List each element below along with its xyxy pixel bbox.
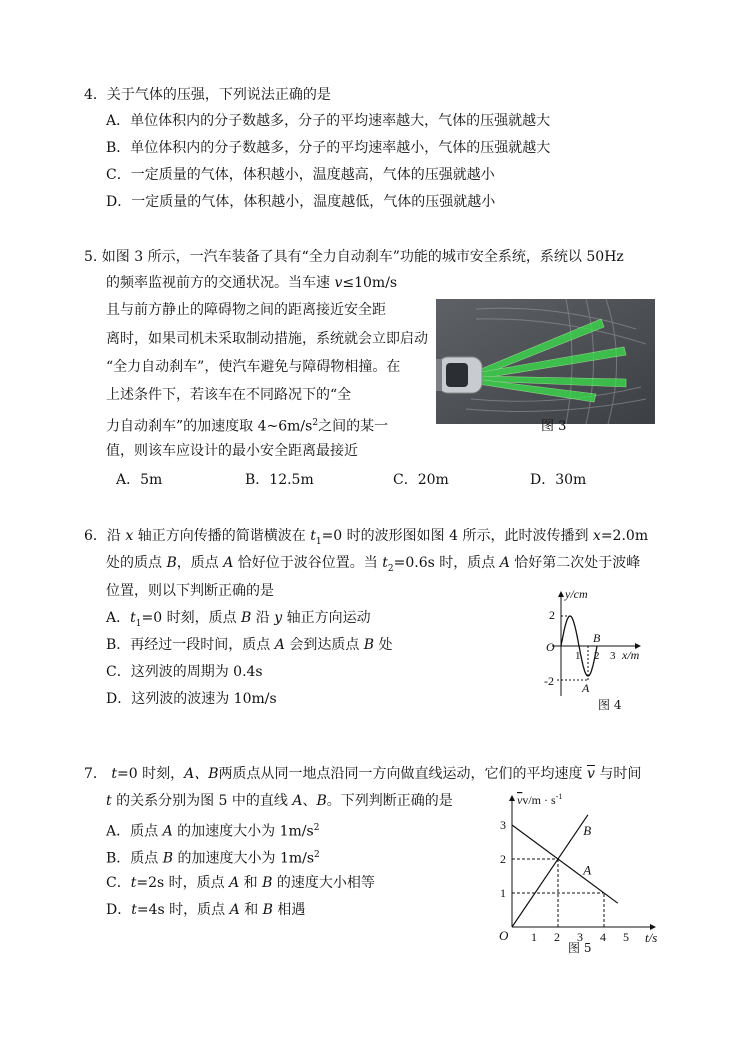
q5-line-6: 上述条件下，若该车在不同路况下的“全 [106,387,352,403]
point-b-label: B [593,631,601,645]
q5-option-d: D．30m [530,472,587,488]
line-a [512,825,618,903]
q5-line-2: 的频率监视前方的交通状况。当车速 v≤10m/s [106,275,398,291]
origin-label: O [546,640,555,654]
y-tick-neg2: -2 [544,674,554,688]
figure-5-caption: 图 5 [568,941,592,955]
figure-4-caption: 图 4 [598,698,622,712]
q5-option-c: C．20m [393,472,449,488]
x-tick-5: 5 [623,930,629,944]
q6-option-c: C．这列波的周期为 0.4s [106,664,263,680]
line-b [512,815,588,927]
q7-option-d: D．t=4s 时，质点 A 和 B 相遇 [106,902,306,918]
y-tick-2: 2 [549,608,555,622]
origin-label: O [499,928,509,943]
x-tick-4: 4 [600,930,606,944]
q5-option-b: B．12.5m [245,472,314,488]
q4-option-d: D．一定质量的气体，体积越小，温度越低，气体的压强就越小 [106,194,496,210]
x-tick-2: 2 [554,930,560,944]
q7-option-c: C．t=2s 时，质点 A 和 B 的速度大小相等 [106,875,375,891]
q6-option-b: B．再经过一段时间，质点 A 会到达质点 B 处 [106,637,393,653]
q5-line-3: 且与前方静止的障碍物之间的距离接近安全距 [106,302,386,318]
q4-option-b: B．单位体积内的分子数越多，分子的平均速率越小，气体的压强就越大 [106,140,551,156]
q6-line-2: 处的质点 B，质点 A 恰好位于波谷位置。当 $t_2=0.6s$ 时，质点 A 恰好第二次处于波峰 [106,555,641,574]
q5-line-1: 5. 如图 3 所示，一汽车装备了具有“全力自动刹车”功能的城市安全系统，系统以 50Hz [84,249,624,265]
car-sensor-figure [436,299,655,424]
x-tick-3: 3 [610,650,616,662]
q7-option-a: A．质点 A 的加速度大小为 $1m/s^2$ [106,823,320,840]
x-tick-1: 1 [575,650,581,662]
q5-option-a: A．5m [116,472,163,488]
t-axis-label: t/s [645,930,658,945]
q6-line-1: 6．沿 x 轴正方向传播的简谐横波在 $t_1=0$ 时的波形图如图 4 所示，此时波传播到 x=2.0m [84,528,649,547]
y-tick-3: 3 [500,818,506,832]
velocity-time-figure [495,790,675,960]
figure-3-caption: 图 3 [541,419,567,434]
x-tick-3: 3 [577,930,583,944]
y-axis-label: y/cm [565,587,588,601]
q5-line-4: 离时，如果司机未采取制动措施，系统就会立即启动 [106,331,428,347]
q7-line-2: t 的关系分别为图 5 中的直线 A、B。下列判断正确的是 [106,793,453,809]
q4-option-a: A．单位体积内的分子数越多，分子的平均速率越大，气体的压强就越大 [106,113,551,129]
q6-line-3: 位置，则以下判断正确的是 [106,583,274,599]
v-axis-label: $vv/m \cdot s^{-1}$ [517,792,563,807]
q7-line-1: 7． t=0 时刻，A、B两质点从同一地点沿同一方向做直线运动，它们的平均速度 $\overline{v}$ 与时间 [84,766,642,782]
q6-option-a: A．$t_1=0$ 时刻，质点 B 沿 y 轴正方向运动 [106,610,371,629]
q6-option-d: D．这列波的波速为 10m/s [106,691,277,707]
y-tick-1: 1 [500,886,506,900]
car-icon [436,357,482,393]
q4-stem: 4．关于气体的压强，下列说法正确的是 [84,87,331,103]
q5-line-7: 力自动刹车”的加速度取 $4\sim 6m/s^2$之间的某一 [106,418,389,435]
q7-option-b: B．质点 B 的加速度大小为 $1m/s^2$ [106,850,320,867]
wave-figure [530,586,660,712]
point-a-label: A [582,681,590,695]
x-axis-label: x/m [622,648,640,662]
y-tick-2: 2 [500,852,506,866]
q5-line-8: 值，则该车应设计的最小安全距离最接近 [106,443,358,459]
q4-option-c: C．一定质量的气体，体积越小，温度越高，气体的压强就越小 [106,167,495,183]
x-tick-2: 2 [594,650,600,662]
line-b-label: B [583,823,592,839]
x-tick-1: 1 [531,930,537,944]
line-a-label: A [583,862,592,878]
q5-line-5: “全力自动刹车”，使汽车避免与障碍物相撞。在 [106,359,401,375]
